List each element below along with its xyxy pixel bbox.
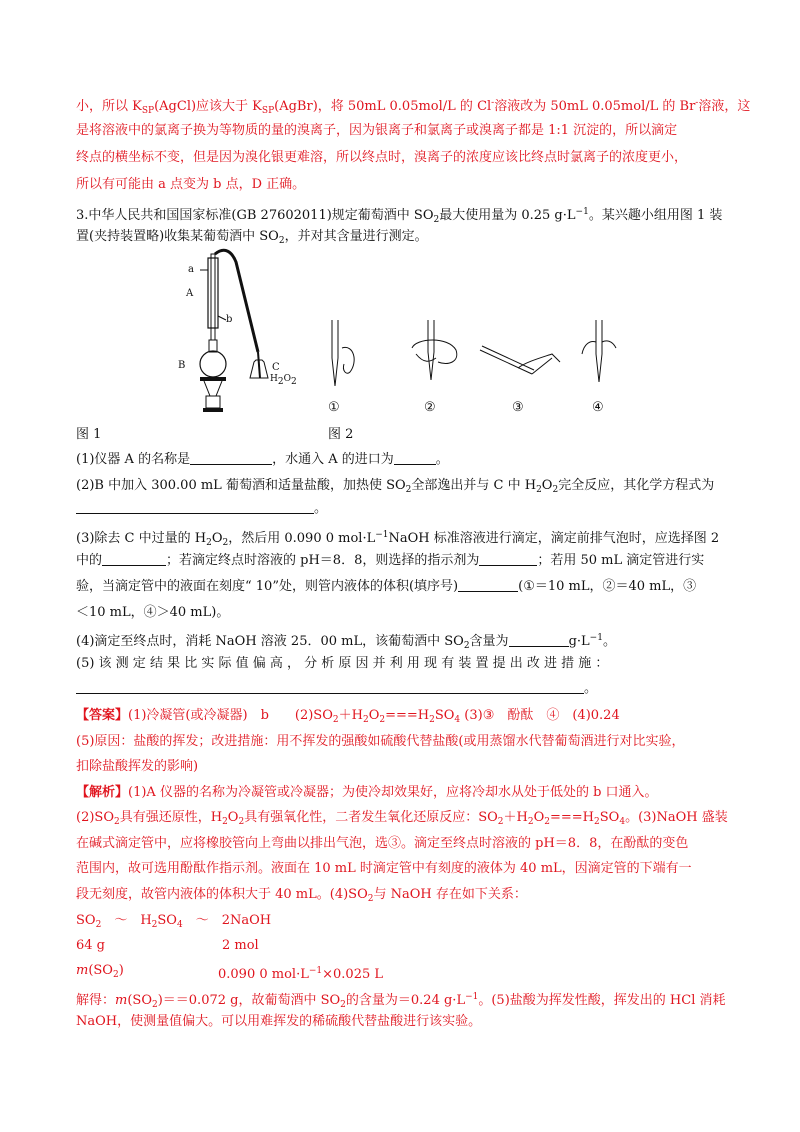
part-3-line-3: 验，当滴定管中的液面在刻度“ 10”处，则管内液体的体积(填序号) (①＝10 mL，②＝40 mL，③ <box>76 579 697 594</box>
blank-1[interactable] <box>190 452 272 465</box>
prev-analysis-line-1: 小，所以 $K_{SP}(AgCl)$应该大于 $K_{SP}(AgBr)$，将 50mL 0.05mol/L 的 Cl-溶液改为 50mL 0.05mol/L 的 Br-溶液，这 <box>76 98 751 116</box>
fig1-label-A: A <box>186 288 194 299</box>
fig1-label-B: B <box>178 360 186 371</box>
relation-line-3-left: $m(SO_2)$ <box>76 963 124 980</box>
relation-line-2-left: 64 g <box>76 938 105 953</box>
fig2-label-3: ③ <box>512 400 524 415</box>
part-2-line-1: (2)B 中加入 300.00 mL 葡萄酒和适量盐酸，加热使 $SO_2$全部逸出并与 C 中 $H_2O_2$完全反应，其化学方程式为 <box>76 478 715 495</box>
part-5-line-2: 。 <box>76 680 597 698</box>
fig1-label-C: C <box>272 362 280 373</box>
part-4-line: (4)滴定至终点时，消耗 NaOH 溶液 25．00 mL，该葡萄酒中 $SO_2$含量为 $g\cdot L^{-1}$。 <box>76 633 616 651</box>
part-3-line-4: ＜10 mL，④＞40 mL)。 <box>76 605 230 620</box>
fig2-label-4: ④ <box>592 400 604 415</box>
blank-6[interactable] <box>458 579 518 592</box>
question-3-line-1: 3.中华人民共和国国家标准(GB 27602011)规定葡萄酒中 $SO_2$最大使用量为 0.25 $g\cdot L^{-1}$。某兴趣小组用图 1 装 <box>76 207 723 225</box>
prev-analysis-line-3: 终点的横坐标不变，但是因为溴化银更难溶，所以终点时，溴离子的浓度应该比终点时氯离子的浓度更小， <box>76 150 688 165</box>
analysis-line-3: 在碱式滴定管中，应将橡胶管向上弯曲以排出气泡，选③。滴定至终点时溶液的 pH＝8．8，在酚酞的变色 <box>76 836 689 851</box>
part-2-line-2: 。 <box>76 500 327 518</box>
prev-analysis-line-2: 是将溶液中的氯离子换为等物质的量的溴离子，因为银离子和氯离子或溴离子都是 1:1 沉淀的，所以滴定 <box>76 123 678 138</box>
relation-line-2-right: 2 mol <box>222 938 259 953</box>
relation-line-3-right: 0.090 0 $mol\cdot L^{-1}\times 0.025$ L <box>218 966 383 982</box>
fig2-label-2: ② <box>424 400 436 415</box>
solution-line-2: NaOH，使测量值偏大。可以用难挥发的稀硫酸代替盐酸进行该实验。 <box>76 1014 482 1029</box>
figure-2-burettes <box>320 318 620 418</box>
blank-4[interactable] <box>102 553 166 566</box>
part-3-line-2: 中的 ；若滴定终点时溶液的 pH＝8．8，则选择的指示剂为 ；若用 50 mL 滴定管进行实 <box>76 553 705 568</box>
figure-2-caption: 图 2 <box>328 427 354 442</box>
blank-7[interactable] <box>509 634 569 647</box>
fig2-label-1: ① <box>328 400 340 415</box>
solution-line-1: 解得：$m(SO_2)==0.072$ g，故葡萄酒中 $SO_2$的含量为＝0.24 $g\cdot L^{-1}$。(5)盐酸为挥发性酸，挥发出的 HCl 消耗 <box>76 992 726 1010</box>
fig1-label-h2o2: $H_2O_2$ <box>270 374 297 387</box>
blank-5[interactable] <box>479 553 537 566</box>
figure-1-caption: 图 1 <box>76 427 102 442</box>
relation-line-1: $SO_2$ ～ $H_2SO_4$ ～ 2NaOH <box>76 913 272 930</box>
analysis-line-4: 范围内，故可选用酚酞作指示剂。液面在 10 mL 时滴定管中有刻度的液体为 40 mL，因滴定管的下端有一 <box>76 861 692 876</box>
part-1-line: (1)仪器 A 的名称是 ，水通入 A 的进口为 。 <box>76 452 449 467</box>
answer-line-3: 扣除盐酸挥发的影响) <box>76 759 199 774</box>
figure-1-apparatus <box>170 250 297 420</box>
blank-8[interactable] <box>76 681 584 694</box>
prev-analysis-line-4: 所以有可能由 a 点变为 b 点，D 正确。 <box>76 177 306 192</box>
analysis-line-1: 【解析】(1)A 仪器的名称为冷凝管或冷凝器；为使冷却效果好，应将冷却水从处于低处的 b 口通入。 <box>76 785 658 800</box>
analysis-line-5: 段无刻度，故管内液体的体积大于 40 mL。$(4)SO_2$与 NaOH 存在如下关系： <box>76 887 527 904</box>
answer-line-2: (5)原因：盐酸的挥发；改进措施：用不挥发的强酸如硫酸代替盐酸(或用蒸馏水代替葡萄酒进行对比实验， <box>76 734 685 749</box>
part-5-line-1: (5) 该 测 定 结 果 比 实 际 值 偏 高 ， 分 析 原 因 并 利 用 现 有 装 置 提 出 改 进 措 施 ： <box>76 656 609 671</box>
blank-3[interactable] <box>76 501 314 514</box>
question-3-line-2: 置(夹持装置略)收集某葡萄酒中 $SO_2$，并对其含量进行测定。 <box>76 229 428 246</box>
fig1-label-a: a <box>188 264 194 275</box>
fig1-label-b: b <box>226 314 233 325</box>
answer-line-1: 【答案】(1)冷凝管(或冷凝器) b $(2)SO_2+H_2O_2===H_2SO_4$ (3)③ 酚酞 ④ (4)0.24 <box>76 708 620 725</box>
analysis-line-2: $(2)SO_2$具有强还原性，$H_2O_2$具有强氧化性，二者发生氧化还原反应：$SO_2+H_2O_2===H_2SO_4$。(3)NaOH 盛装 <box>76 810 728 827</box>
blank-2[interactable] <box>394 452 436 465</box>
part-3-line-1: (3)除去 C 中过量的 $H_2O_2$，然后用 0.090 0 $mol\cdot L^{-1}NaOH$ 标准溶液进行滴定，滴定前排气泡时，应选择图 2 <box>76 530 720 548</box>
